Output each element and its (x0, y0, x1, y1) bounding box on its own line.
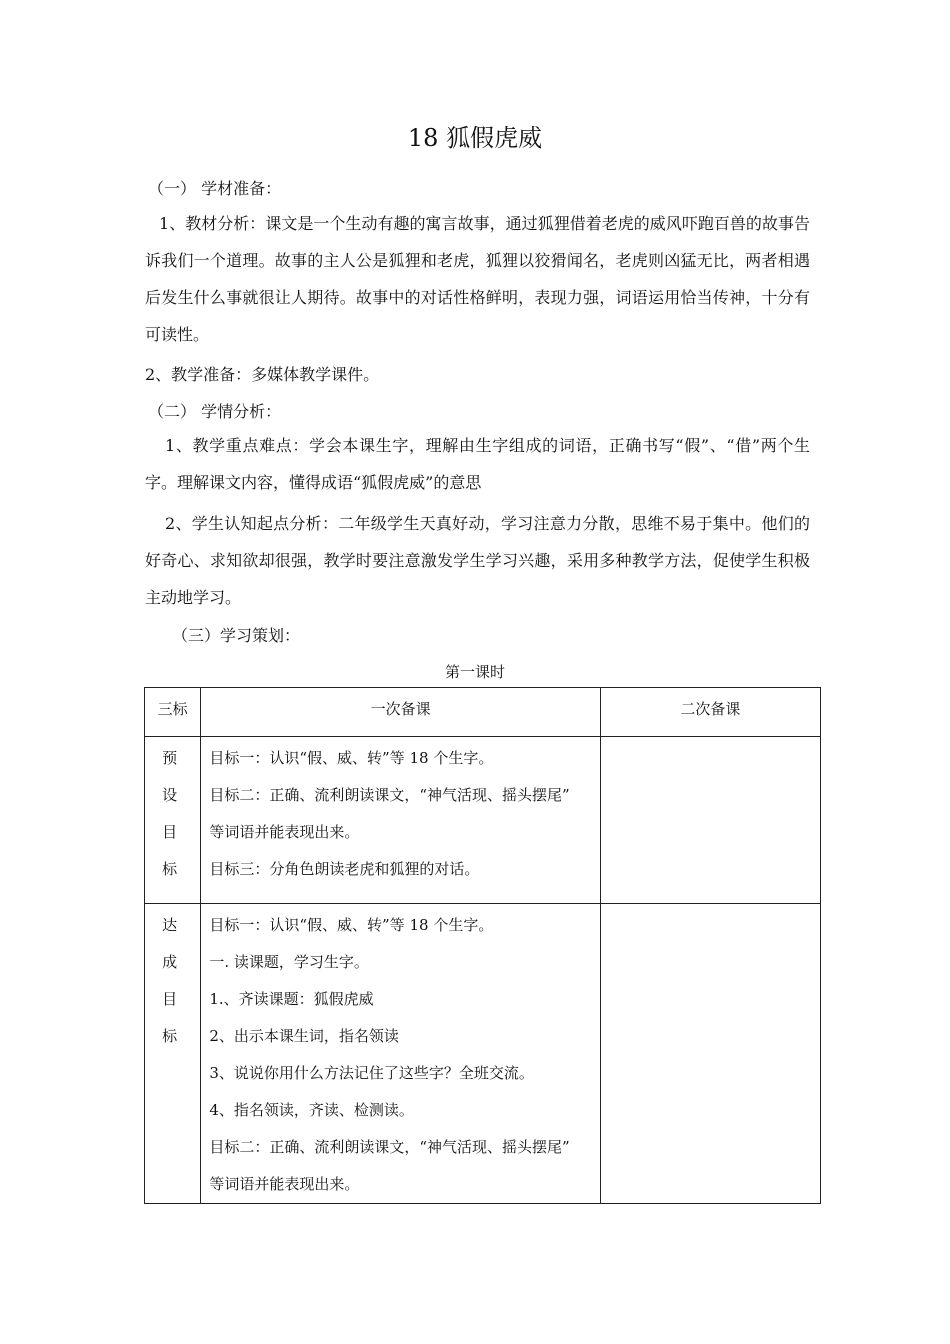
row-label-preset-goals: 预设目标 (145, 737, 201, 904)
section-1-item-1: 1、教材分析：课文是一个生动有趣的寓言故事，通过狐狸借着老虎的威风吓跑百兽的故事告诉我们一个道理。故事的主人公是狐狸和老虎，狐狸以狡猾闻名，老虎则凶猛无比，两者相遇后发生什么事就很让人期待。故事中的对话性格鲜明，表现力强，词语运用恰当传神，十分有可读性。 (145, 214, 810, 344)
section-2-heading: （二） 学情分析： (148, 402, 282, 421)
preset-goals-second-prep-cell (600, 737, 820, 904)
header-cell-standards: 三标 (145, 688, 201, 737)
header-cell-first-prep: 一次备课 (201, 688, 600, 737)
lesson-plan-table (144, 687, 821, 1204)
row-label-achieved-goals: 达成目标 (145, 904, 201, 1204)
preset-goal-line: 目标二：正确、流利朗读课文，“神气活现、摇头摆尾” (209, 786, 570, 804)
achieved-goals-content (201, 904, 600, 1204)
preset-goal-line: 等词语并能表现出来。 (209, 823, 360, 841)
section-2-item-1: 1、教学重点难点：学会本课生字，理解由生字组成的词语，正确书写“假”、“借”两个生字。理解课文内容，懂得成语“狐假虎威”的意思 (145, 436, 810, 492)
achieved-goal-line: 目标二：正确、流利朗读课文，“神气活现、摇头摆尾” (209, 1138, 570, 1156)
table-row-preset-goals (145, 737, 821, 904)
table-caption: 第一课时 (444, 663, 505, 681)
document-title: 18 狐假虎威 (407, 124, 543, 152)
achieved-goal-line: 1.、齐读课题：狐假虎威 (209, 990, 374, 1008)
section-3-heading: （三）学习策划： (172, 626, 301, 645)
header-cell-second-prep: 二次备课 (600, 688, 820, 737)
achieved-goal-line: 2、出示本课生词，指名领读 (209, 1027, 399, 1045)
preset-goal-line: 目标三：分角色朗读老虎和狐狸的对话。 (209, 860, 480, 878)
achieved-goal-line: 目标一：认识“假、威、转”等 18 个生字。 (209, 916, 494, 934)
section-1-heading: （一） 学材准备： (148, 179, 282, 198)
table-row-achieved-goals (145, 904, 821, 1204)
achieved-goal-line: 等词语并能表现出来。 (209, 1175, 360, 1193)
achieved-goals-second-prep-cell (600, 904, 820, 1204)
preset-goals-content (201, 737, 600, 904)
section-2-item-2: 2、学生认知起点分析：二年级学生天真好动，学习注意力分散，思维不易于集中。他们的好奇心、求知欲却很强，教学时要注意激发学生学习兴趣，采用多种教学方法，促使学生积极主动地学习。 (145, 514, 810, 607)
table-header-row (145, 688, 821, 737)
section-1-item-2: 2、教学准备：多媒体教学课件。 (145, 365, 380, 384)
achieved-goal-line: 一. 读课题，学习生字。 (209, 953, 369, 971)
achieved-goal-line: 3、说说你用什么方法记住了这些字？全班交流。 (209, 1064, 534, 1082)
achieved-goal-line: 4、指名领读，齐读、检测读。 (209, 1101, 414, 1119)
preset-goal-line: 目标一：认识“假、威、转”等 18 个生字。 (209, 749, 494, 767)
